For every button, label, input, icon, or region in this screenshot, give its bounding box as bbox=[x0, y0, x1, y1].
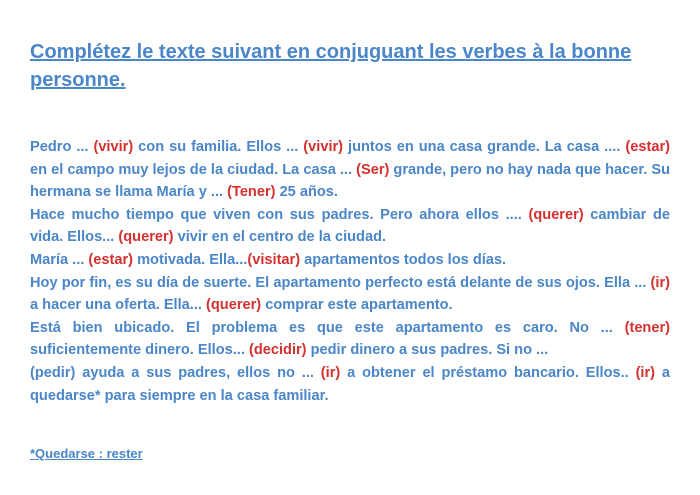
verb-prompt: (querer) bbox=[118, 229, 174, 246]
text-segment: cambiar de vida. Ellos... bbox=[30, 206, 670, 246]
text-paragraph bbox=[30, 362, 670, 407]
text-segment: a quedarse* para siempre en la casa familiar. bbox=[30, 364, 670, 404]
verb-prompt: (querer) bbox=[206, 297, 262, 314]
text-segment: Hoy por fin, es su día de suerte. El apartamento perfecto está delante de sus ojos. Ella ... bbox=[30, 274, 651, 291]
text-paragraph bbox=[30, 317, 670, 362]
text-segment: grande, pero no hay nada que hacer. Su hermana se llama María y ... bbox=[30, 161, 670, 201]
verb-prompt: (Ser) bbox=[356, 161, 390, 178]
text-segment: Está bien ubicado. El problema es que este apartamento es caro. No ... bbox=[30, 319, 625, 336]
text-segment: suficientemente dinero. Ellos... bbox=[30, 342, 249, 359]
text-segment: vivir en el centro de la ciudad. bbox=[173, 229, 387, 246]
text-paragraph bbox=[30, 249, 670, 272]
text-segment: pedir dinero a sus padres. Si no ... bbox=[306, 342, 549, 359]
text-segment: a obtener el préstamo bancario. Ellos.. bbox=[340, 364, 636, 381]
text-segment: (pedir) ayuda a sus padres, ellos no ... bbox=[30, 364, 321, 381]
text-segment: María ... bbox=[30, 251, 89, 268]
verb-prompt: (vivir) bbox=[93, 139, 134, 155]
text-paragraph bbox=[30, 204, 670, 249]
verb-prompt: (ir) bbox=[320, 364, 341, 381]
verb-prompt: (vivir) bbox=[303, 139, 344, 155]
exercise-text bbox=[30, 136, 670, 407]
verb-prompt: (querer) bbox=[528, 206, 584, 223]
verb-prompt: (estar) bbox=[625, 139, 670, 155]
text-segment: Pedro ... bbox=[30, 139, 94, 155]
text-paragraph bbox=[30, 272, 670, 317]
text-segment: Hace mucho tiempo que viven con sus padres. Pero ahora ellos .... bbox=[30, 206, 529, 223]
verb-prompt: (ir) bbox=[650, 274, 670, 291]
text-segment: en el campo muy lejos de la ciudad. La casa ... bbox=[30, 161, 357, 178]
text-segment: a hacer una oferta. Ella... bbox=[30, 297, 207, 314]
verb-prompt: (visitar) bbox=[247, 251, 301, 268]
text-segment: comprar este apartamento. bbox=[261, 297, 453, 314]
exercise-title: Complétez le texte suivant en conjuguant les verbes à la bonne personne. bbox=[30, 41, 632, 91]
text-segment: con su familia. Ellos ... bbox=[133, 139, 304, 155]
text-segment: juntos en una casa grande. La casa .... bbox=[343, 139, 626, 155]
verb-prompt: (ir) bbox=[635, 364, 656, 381]
text-segment: apartamentos todos los días. bbox=[300, 251, 507, 268]
verb-prompt: (decidir) bbox=[248, 342, 307, 359]
text-segment: motivada. Ella... bbox=[133, 251, 248, 268]
footnote: *Quedarse : rester bbox=[30, 446, 143, 461]
verb-prompt: (estar) bbox=[88, 251, 134, 268]
verb-prompt: (tener) bbox=[624, 319, 670, 336]
text-segment: 25 años. bbox=[275, 184, 338, 201]
text-paragraph bbox=[30, 136, 670, 204]
verb-prompt: (Tener) bbox=[227, 184, 276, 201]
